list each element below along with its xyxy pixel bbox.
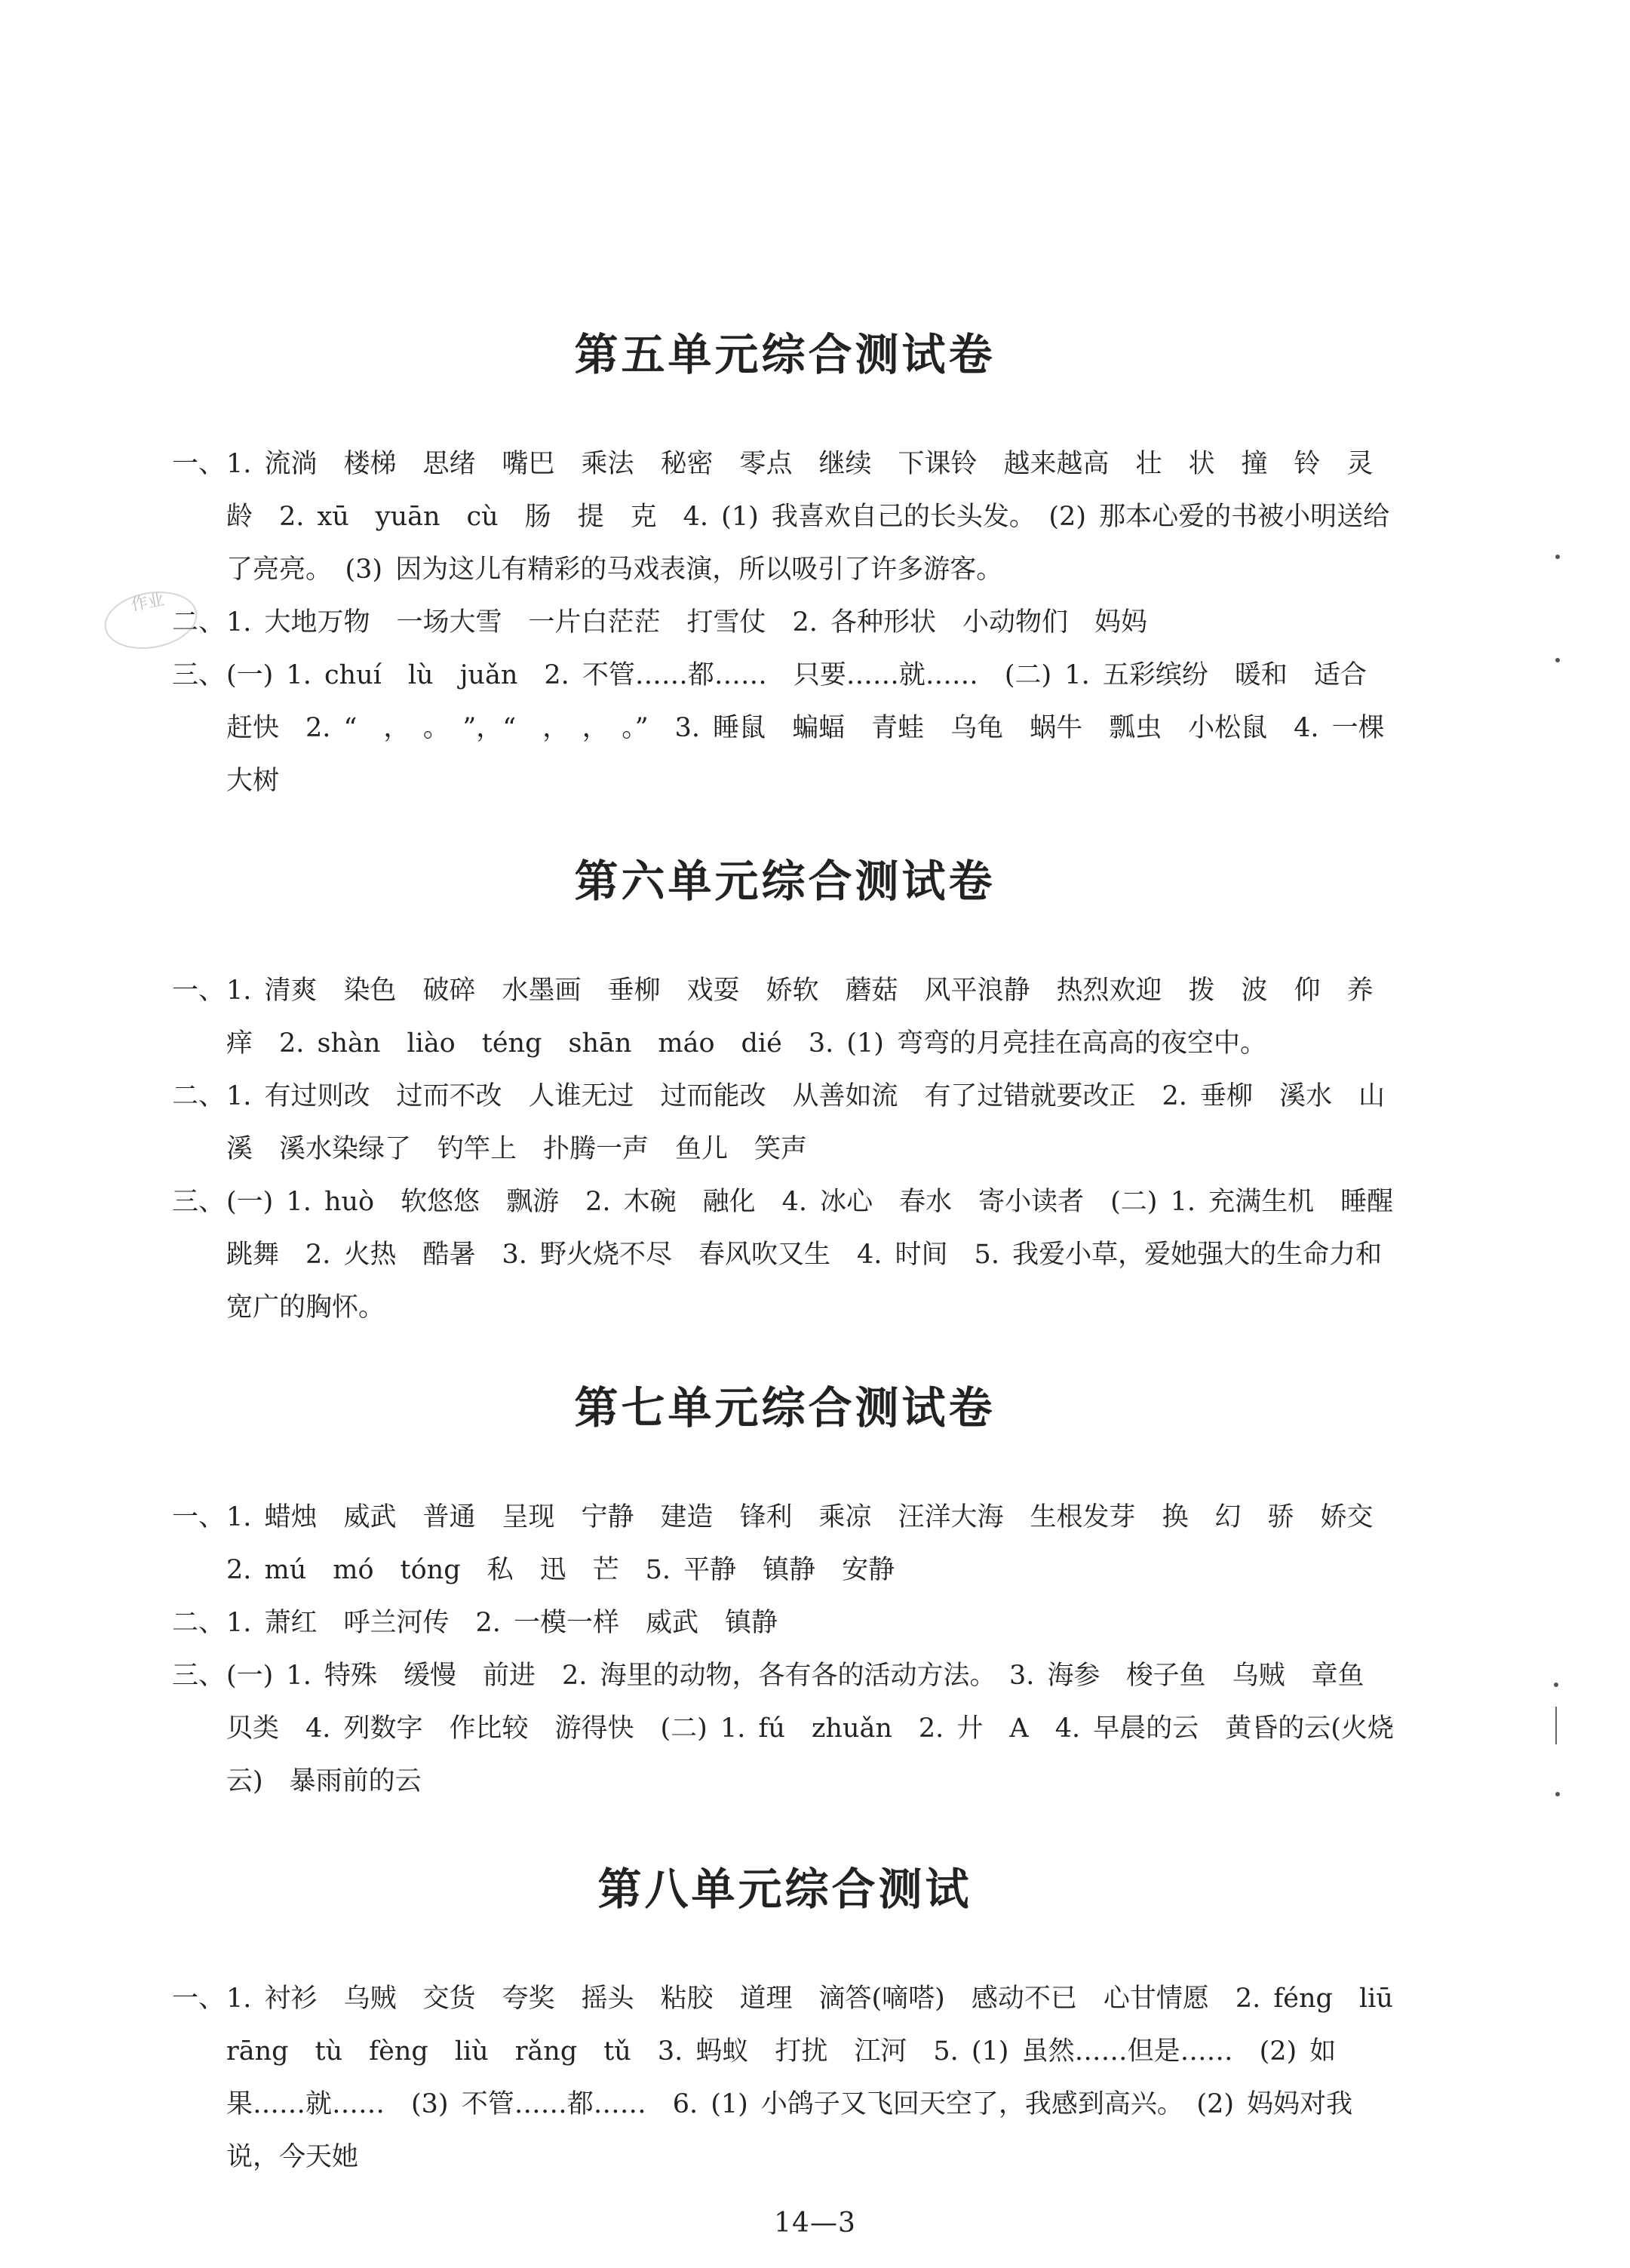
section-title: 第五单元综合测试卷 xyxy=(574,329,996,380)
section-unit-6 xyxy=(172,851,1398,1334)
question-number: 二、 xyxy=(172,607,226,638)
question-number: 一、 xyxy=(172,449,226,479)
question-number: 一、 xyxy=(172,976,226,1006)
margin-dot xyxy=(1554,1683,1558,1687)
question-item xyxy=(172,1175,1398,1334)
answer-text: (一) 1. chuí lù juǎn 2. 不管……都…… 只要……就…… (二) 1. 五彩缤纷 暖和 适合 赶快 2. “ ， 。 ”，“ ， ， 。” 3. 睡鼠 蝙蝠 青蛙 乌龟 蜗牛 瓢虫 小松鼠 4. 一棵大树 xyxy=(226,660,1393,796)
question-item xyxy=(172,1972,1420,2183)
section-unit-5 xyxy=(172,324,1398,807)
question-item xyxy=(172,1649,1398,1808)
question-number: 三、 xyxy=(172,1661,226,1691)
question-item xyxy=(172,649,1398,807)
section-title: 第七单元综合测试卷 xyxy=(574,1382,996,1434)
section-unit-8 xyxy=(172,1859,1420,2183)
question-item xyxy=(172,964,1398,1070)
question-number: 三、 xyxy=(172,1187,226,1217)
answer-text: 1. 流淌 楼梯 思绪 嘴巴 乘法 秘密 零点 继续 下课铃 越来越高 壮 状 撞 铃 灵龄 2. xū yuān cù 肠 提 克 4. (1) 我喜欢自己的长头发。 (2) 那本心爱的书被小明送给了亮亮。 (3) 因为这儿有精彩的马戏表演，所以吸引了许多游客。 xyxy=(226,449,1390,585)
stamp-text: 作业 xyxy=(130,590,166,615)
margin-dot xyxy=(1555,555,1560,559)
question-number: 一、 xyxy=(172,1502,226,1532)
answer-text: 1. 有过则改 过而不改 人谁无过 过而能改 从善如流 有了过错就要改正 2. 垂柳 溪水 山溪 溪水染绿了 钓竿上 扑腾一声 鱼儿 笑声 xyxy=(226,1081,1386,1164)
answer-text: 1. 衬衫 乌贼 交货 夸奖 摇头 粘胶 道理 滴答(嘀嗒) 感动不已 心甘情愿 2. féng liū rāng tù fèng liù rǎng tǔ 3. 蚂蚁 打扰 江河 5. (1) 虽然……但是…… (2) 如果……就…… (3) 不管……都…… 6. (1) 小鸽子又飞回天空了，我感到高兴。 (2) 妈妈对我说，今天她 xyxy=(226,1984,1420,2172)
question-item xyxy=(172,1070,1398,1175)
question-item xyxy=(172,596,1398,649)
question-number: 一、 xyxy=(172,1984,226,2014)
answer-text: (一) 1. huò 软悠悠 飘游 2. 木碗 融化 4. 冰心 春水 寄小读者 (二) 1. 充满生机 睡醒跳舞 2. 火热 酷暑 3. 野火烧不尽 春风吹又生 4. 时间 5. 我爱小草，爱她强大的生命力和宽广的胸怀。 xyxy=(226,1187,1394,1323)
margin-dot xyxy=(1555,658,1560,662)
answer-text: (一) 1. 特殊 缓慢 前进 2. 海里的动物，各有各的活动方法。 3. 海参 梭子鱼 乌贼 章鱼 贝类 4. 列数字 作比较 游得快 (二) 1. fú zhuǎn 2. 廾 A 4. 早晨的云 黄昏的云(火烧云) 暴雨前的云 xyxy=(226,1661,1394,1796)
question-number: 三、 xyxy=(172,660,226,690)
question-number: 二、 xyxy=(172,1608,226,1638)
page-number: 14—3 xyxy=(774,2208,856,2239)
margin-line xyxy=(1555,1707,1557,1744)
answer-text: 1. 大地万物 一场大雪 一片白茫茫 打雪仗 2. 各种形状 小动物们 妈妈 xyxy=(226,607,1148,638)
answer-text: 1. 蜡烛 威武 普通 呈现 宁静 建造 锋利 乘凉 汪洋大海 生根发芽 换 幻 骄 娇交 2. mú mó tóng 私 迅 芒 5. 平静 镇静 安静 xyxy=(226,1502,1400,1585)
section-unit-7 xyxy=(172,1378,1398,1808)
question-item xyxy=(172,1597,1398,1649)
answer-text: 1. 清爽 染色 破碎 水墨画 垂柳 戏耍 娇软 蘑菇 风平浪静 热烈欢迎 拨 波 仰 养痒 2. shàn liào téng shān máo dié 3. (1) 弯弯的月亮挂在高高的夜空中。 xyxy=(226,976,1374,1059)
section-title: 第八单元综合测试 xyxy=(597,1864,972,1915)
section-title: 第六单元综合测试卷 xyxy=(574,856,996,907)
question-number: 二、 xyxy=(172,1081,226,1111)
answer-text: 1. 萧红 呼兰河传 2. 一模一样 威武 镇静 xyxy=(226,1608,778,1638)
question-item xyxy=(172,438,1398,596)
margin-dot xyxy=(1555,1792,1560,1796)
question-item xyxy=(172,1491,1398,1597)
